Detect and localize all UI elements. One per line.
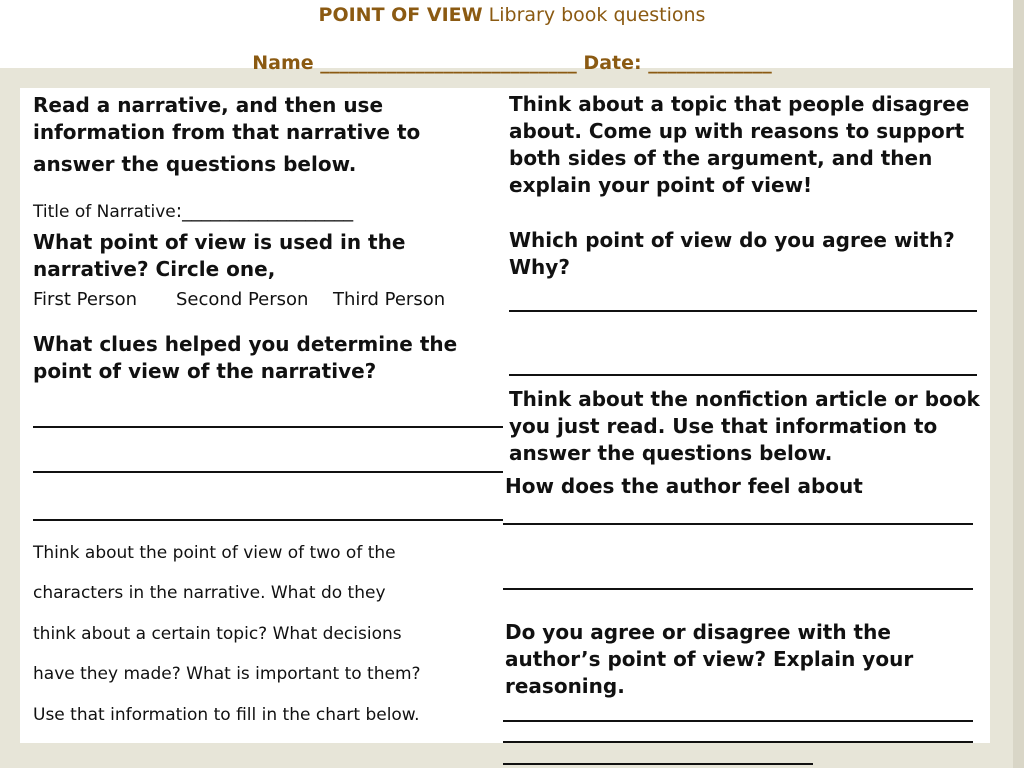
title-of-narrative[interactable] bbox=[33, 200, 353, 222]
intro-line-1: Read a narrative, and then use bbox=[33, 93, 384, 117]
header bbox=[0, 0, 1024, 74]
answer-line[interactable] bbox=[33, 471, 503, 473]
intro-line-2: information from that narrative to bbox=[33, 120, 421, 144]
title-blank[interactable]: :__________________ bbox=[175, 200, 354, 222]
clues-question-line-1: What clues helped you determine the bbox=[33, 332, 458, 356]
characters-prompt-line-4: have they made? What is important to them? bbox=[33, 664, 421, 684]
option-first-person[interactable]: First Person bbox=[33, 289, 138, 310]
answer-line[interactable] bbox=[509, 374, 977, 376]
characters-prompt-line-3: think about a certain topic? What decisions bbox=[33, 624, 402, 644]
nonfiction-prompt-line-2: you just read. Use that information to bbox=[509, 414, 938, 438]
characters-prompt-line-1: Think about the point of view of two of the bbox=[33, 543, 396, 563]
pov-question-line-2: narrative? Circle one, bbox=[33, 257, 276, 281]
answer-line[interactable] bbox=[33, 426, 503, 428]
agree-disagree-line-3: reasoning. bbox=[505, 674, 625, 698]
clues-question-line-2: point of view of the narrative? bbox=[33, 359, 377, 383]
agree-disagree-line-1: Do you agree or disagree with the bbox=[505, 620, 891, 644]
agree-question-line-1: Which point of view do you agree with? bbox=[509, 228, 955, 252]
worksheet-title bbox=[0, 4, 1024, 26]
answer-line[interactable] bbox=[509, 310, 977, 312]
author-feel-question: How does the author feel about bbox=[505, 474, 863, 498]
title-rest: Library book questions bbox=[482, 4, 706, 26]
nonfiction-prompt-line-3: answer the questions below. bbox=[509, 441, 833, 465]
topic-prompt-line-1: Think about a topic that people disagree bbox=[509, 92, 970, 116]
agree-question-line-2: Why? bbox=[509, 255, 570, 279]
answer-line[interactable] bbox=[503, 741, 973, 743]
worksheet-panel bbox=[20, 88, 990, 743]
topic-prompt-line-2: about. Come up with reasons to support bbox=[509, 119, 965, 143]
title-label: Title of Narrative bbox=[33, 202, 176, 222]
option-second-person[interactable]: Second Person bbox=[176, 289, 309, 310]
topic-prompt-line-3: both sides of the argument, and then bbox=[509, 146, 933, 170]
characters-prompt-line-5: Use that information to fill in the chart below. bbox=[33, 705, 420, 725]
name-date-line[interactable]: Name ___________________________ Date: _____________ bbox=[252, 52, 772, 74]
answer-line[interactable] bbox=[33, 519, 503, 521]
page-edge bbox=[1013, 0, 1024, 768]
nonfiction-prompt-line-1: Think about the nonfiction article or book bbox=[509, 387, 980, 411]
agree-disagree-line-2: author’s point of view? Explain your bbox=[505, 647, 914, 671]
title-bold: POINT OF VIEW bbox=[318, 4, 483, 26]
pov-question-line-1: What point of view is used in the bbox=[33, 230, 406, 254]
option-third-person[interactable]: Third Person bbox=[333, 289, 446, 310]
answer-line[interactable] bbox=[503, 720, 973, 722]
topic-prompt-line-4: explain your point of view! bbox=[509, 173, 813, 197]
characters-prompt-line-2: characters in the narrative. What do they bbox=[33, 583, 386, 603]
answer-line[interactable] bbox=[503, 588, 973, 590]
intro-line-3: answer the questions below. bbox=[33, 152, 357, 176]
answer-line[interactable] bbox=[503, 763, 813, 765]
answer-line[interactable] bbox=[503, 523, 973, 525]
